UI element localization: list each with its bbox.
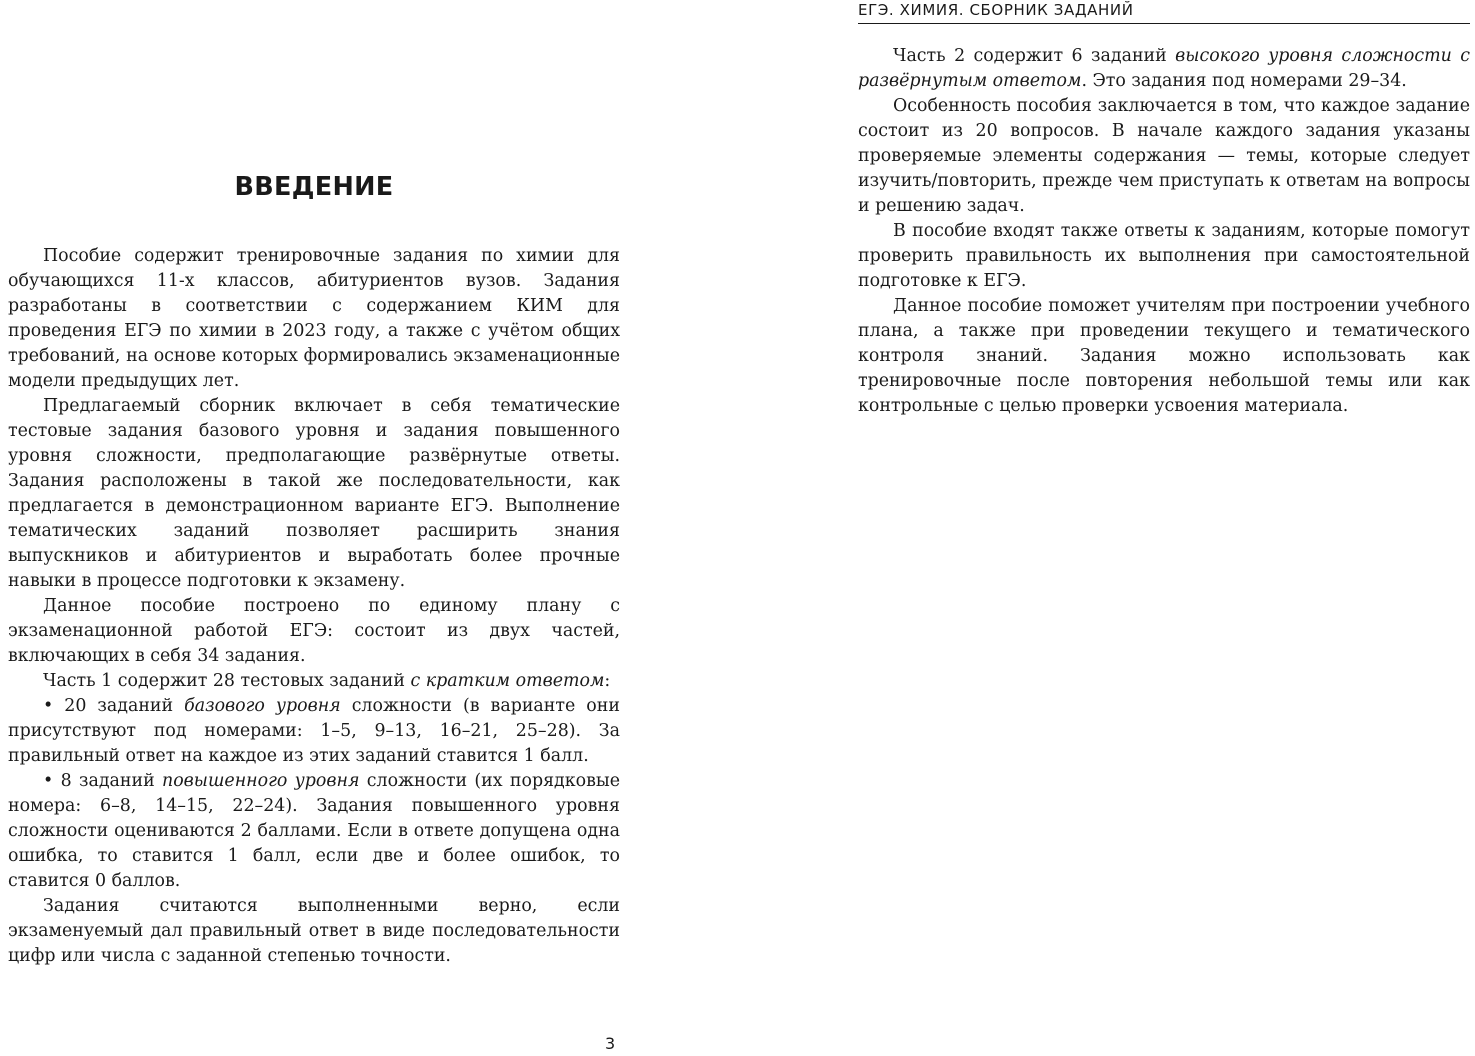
- paragraph: Предлагаемый сборник включает в себя тематические тестовые задания базового уровня и задания повышенного уровня сложности, предполагающие развёрнутые ответы. Задания расположены в такой же последовательности, как предлагается в демонстрационном варианте ЕГЭ. Выполнение тематических заданий позволяет расширить знания выпускников и абитуриентов и выработать более прочные навыки в процессе подготовки к экзамену.: [8, 396, 620, 591]
- paragraph-part1: [8, 669, 620, 694]
- text-run: :: [604, 671, 611, 691]
- paragraph-part2: [858, 44, 1470, 94]
- italic-emphasis: высокого уровня сложности с развёрнутым ответом: [858, 46, 1470, 91]
- text-run: сложности (в варианте они присутствуют под номерами: 1–5, 9–13, 16–21, 25–28). За правильный ответ на каждое из этих заданий ставится 1 балл.: [8, 696, 620, 766]
- paragraph: Пособие содержит тренировочные задания по химии для обучающихся 11-х классов, абитуриентов вузов. Задания разработаны в соответствии с содержанием КИМ для проведения ЕГЭ по химии в 2023 году, а также с учётом общих требований, на основе которых формировались экзаменационные модели предыдущих лет.: [8, 246, 620, 391]
- paragraph: Особенность пособия заключается в том, что каждое задание состоит из 20 вопросов. В начале каждого задания указаны проверяемые элементы содержания — темы, которые следует изучить/повторить, прежде чем приступать к ответам на вопросы и решению задач.: [858, 96, 1470, 216]
- text-run: Часть 2 содержит 6 заданий: [893, 46, 1176, 66]
- right-page: [737, 0, 1475, 1056]
- right-page-body: [858, 44, 1470, 419]
- text-run: . Это задания под номерами 29–34.: [1081, 71, 1407, 91]
- paragraph: В пособие входят также ответы к заданиям, которые помогут проверить правильность их выполнения при самостоятельной подготовке к ЕГЭ.: [858, 221, 1470, 291]
- bullet-item: [8, 694, 620, 769]
- running-head: ЕГЭ. ХИМИЯ. СБОРНИК ЗАДАНИЙ: [858, 1, 1134, 19]
- bullet-item: [8, 769, 620, 894]
- text-run: сложности (их порядковые номера: 6–8, 14–15, 22–24). Задания повышенного уровня сложности оцениваются 2 баллами. Если в ответе допущена одна ошибка, то ставится 1 балл, если две и более ошибок, то ставится 0 баллов.: [8, 771, 621, 891]
- chapter-heading: ВВЕДЕНИЕ: [234, 172, 394, 202]
- text-run: • 8 заданий: [43, 771, 162, 791]
- page-number: 3: [605, 1034, 616, 1053]
- italic-emphasis: повышенного уровня: [162, 771, 360, 791]
- paragraph: Данное пособие построено по единому плану с экзаменационной работой ЕГЭ: состоит из двух частей, включающих в себя 34 задания.: [8, 596, 620, 666]
- paragraph: Данное пособие поможет учителям при построении учебного плана, а также при проведении текущего и тематического контроля знаний. Задания можно использовать как тренировочные после повторения небольшой темы или как контрольные с целью проверки усвоения материала.: [858, 296, 1470, 416]
- left-page: [0, 0, 737, 1056]
- header-rule: [858, 23, 1470, 24]
- left-page-body: [8, 244, 620, 969]
- italic-emphasis: с кратким ответом: [410, 671, 605, 691]
- italic-emphasis: базового уровня: [184, 696, 341, 716]
- paragraph: Задания считаются выполненными верно, если экзаменуемый дал правильный ответ в виде последовательности цифр или числа с заданной степенью точности.: [8, 896, 620, 966]
- text-run: • 20 заданий: [43, 696, 185, 716]
- text-run: Часть 1 содержит 28 тестовых заданий: [43, 671, 411, 691]
